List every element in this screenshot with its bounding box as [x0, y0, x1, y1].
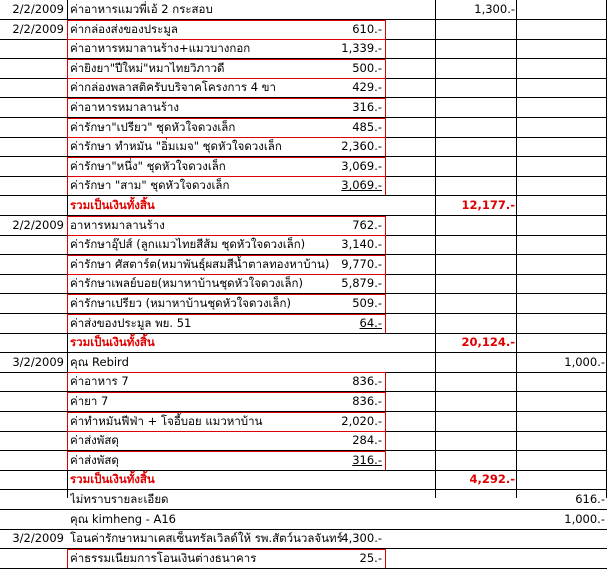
table-row — [0, 20, 607, 39]
date-cell[interactable] — [0, 372, 64, 391]
date-cell[interactable] — [0, 549, 64, 568]
date-cell[interactable] — [0, 510, 64, 529]
total-cell[interactable] — [436, 510, 515, 529]
description-cell[interactable]: ค่ายา 7 — [70, 394, 109, 408]
income-cell[interactable]: 1,000.- — [564, 512, 605, 526]
description-cell[interactable]: ค่ากล่องพลาสติครับบริจาคโครงการ 4 ขา — [70, 80, 276, 94]
table-row — [0, 353, 607, 372]
description-cell[interactable]: ค่ารักษาเปรียว (หมาหาบ้านชุดหัวใจดวงเล็ก) — [70, 296, 291, 310]
date-cell[interactable] — [0, 157, 64, 176]
amount-cell[interactable]: 4,300.- — [341, 531, 382, 545]
date-cell[interactable] — [0, 451, 64, 470]
amount-cell[interactable]: 429.- — [352, 80, 382, 94]
table-row — [0, 0, 607, 19]
table-row — [0, 372, 607, 391]
description-cell[interactable]: ค่าส่งของประมูล พย. 51 — [70, 316, 192, 330]
date-cell[interactable] — [0, 294, 64, 313]
income-cell[interactable] — [517, 392, 605, 411]
income-cell[interactable] — [517, 0, 605, 19]
total-cell[interactable]: 20,124.- — [461, 335, 515, 349]
amount-cell[interactable] — [300, 333, 382, 352]
date-cell[interactable]: 3/2/2009 — [12, 531, 64, 545]
date-cell[interactable]: 2/2/2009 — [12, 2, 64, 16]
table-row — [0, 510, 607, 529]
table-row — [0, 412, 607, 431]
table-row — [0, 98, 607, 117]
total-cell[interactable] — [436, 314, 515, 333]
amount-cell[interactable]: 316.- — [352, 100, 382, 114]
table-row — [0, 176, 607, 195]
date-cell[interactable]: 2/2/2009 — [12, 218, 64, 232]
total-cell[interactable] — [436, 235, 515, 254]
table-row — [0, 255, 607, 274]
date-cell[interactable]: 2/2/2009 — [12, 22, 64, 36]
table-row — [0, 78, 607, 97]
table-row — [0, 451, 607, 470]
description-cell[interactable]: ค่ารักษาอุ๊ปส์ (ลูกแมวไทยสีส้ม ชุดหัวใจดวงเล็ก) — [70, 237, 306, 251]
income-cell[interactable] — [517, 314, 605, 333]
table-row — [0, 490, 607, 509]
income-cell[interactable] — [517, 549, 605, 568]
total-cell[interactable] — [436, 255, 515, 274]
date-cell[interactable] — [0, 39, 64, 58]
table-row — [0, 529, 607, 548]
amount-cell[interactable]: 5,879.- — [341, 276, 382, 290]
income-cell[interactable] — [517, 333, 605, 352]
income-cell[interactable] — [517, 294, 605, 313]
description-cell[interactable]: ไม่ทราบรายละเอียด — [70, 492, 169, 506]
description-cell[interactable]: ค่ารักษา ศัสตาร์ต(หมาพันธุ์ผสมสีน้ำตาลทองหาบ้าน) — [70, 257, 330, 271]
income-cell[interactable] — [517, 137, 605, 156]
description-cell[interactable]: ค่าส่งพัสดุ — [70, 453, 119, 467]
income-cell[interactable] — [517, 529, 605, 548]
date-cell[interactable] — [0, 59, 64, 78]
date-cell[interactable] — [0, 78, 64, 97]
income-cell[interactable] — [517, 255, 605, 274]
amount-cell[interactable]: 836.- — [352, 374, 382, 388]
total-cell[interactable]: 4,292.- — [469, 472, 515, 486]
table-row — [0, 118, 607, 137]
amount-cell[interactable]: 9,770.- — [341, 257, 382, 271]
total-row — [0, 196, 607, 215]
amount-cell[interactable]: 836.- — [352, 394, 382, 408]
income-cell[interactable] — [517, 157, 605, 176]
description-cell[interactable]: โอนค่ารักษาหมาเคสเซ็นทรัลเวิลด์ให้ รพ.สัตว์นวลจันทร์ — [70, 531, 343, 545]
amount-cell[interactable]: 64.- — [359, 316, 382, 330]
total-cell[interactable] — [436, 118, 515, 137]
date-cell[interactable] — [0, 137, 64, 156]
date-cell[interactable] — [0, 490, 64, 509]
income-cell[interactable] — [517, 196, 605, 215]
total-cell[interactable]: 1,300.- — [474, 2, 515, 16]
income-cell[interactable] — [517, 78, 605, 97]
total-cell[interactable] — [436, 372, 515, 391]
amount-cell[interactable] — [300, 490, 382, 509]
amount-cell[interactable] — [300, 353, 382, 372]
amount-cell[interactable]: 762.- — [352, 218, 382, 232]
income-cell[interactable] — [517, 451, 605, 470]
income-cell[interactable] — [517, 216, 605, 235]
description-cell[interactable]: ค่าอาหารหมาลานร้าง — [70, 100, 179, 114]
table-row — [0, 39, 607, 58]
amount-cell[interactable]: 485.- — [352, 120, 382, 134]
table-row — [0, 59, 607, 78]
date-cell[interactable] — [0, 470, 64, 489]
total-cell[interactable] — [436, 294, 515, 313]
income-cell[interactable]: 1,000.- — [564, 355, 605, 369]
description-cell[interactable]: ค่าอาหารแมวพี่เอ้ 2 กระสอบ — [70, 2, 213, 16]
date-cell[interactable] — [0, 274, 64, 293]
date-cell[interactable] — [0, 176, 64, 195]
total-cell[interactable] — [436, 20, 515, 39]
table-row — [0, 294, 607, 313]
table-row — [0, 431, 607, 450]
income-cell[interactable] — [517, 59, 605, 78]
total-cell[interactable] — [436, 451, 515, 470]
amount-cell[interactable]: 509.- — [352, 296, 382, 310]
date-cell[interactable] — [0, 196, 64, 215]
date-cell[interactable] — [0, 412, 64, 431]
amount-cell[interactable]: 284.- — [352, 433, 382, 447]
total-cell[interactable] — [436, 216, 515, 235]
income-cell[interactable] — [517, 39, 605, 58]
total-cell[interactable] — [436, 59, 515, 78]
date-cell[interactable] — [0, 431, 64, 450]
total-cell[interactable] — [436, 353, 515, 372]
table-row — [0, 137, 607, 156]
total-cell[interactable] — [436, 176, 515, 195]
description-cell[interactable]: ค่ารักษา "สาม" ชุดหัวใจดวงเล็ก — [70, 178, 230, 192]
total-row — [0, 333, 607, 352]
amount-cell[interactable]: 610.- — [352, 22, 382, 36]
table-row — [0, 314, 607, 333]
table-row — [0, 392, 607, 411]
table-row — [0, 216, 607, 235]
total-cell[interactable] — [436, 157, 515, 176]
amount-cell[interactable] — [300, 196, 382, 215]
table-row — [0, 549, 607, 568]
date-cell[interactable] — [0, 118, 64, 137]
total-row — [0, 470, 607, 489]
description-cell[interactable]: ค่าอาหารหมาลานร้าง+แมวบางกอก — [70, 41, 251, 55]
total-cell[interactable] — [436, 529, 515, 548]
description-cell[interactable]: ค่ารักษา"หนึ่ง" ชุดหัวใจดวงเล็ก — [70, 159, 226, 173]
total-cell[interactable] — [436, 412, 515, 431]
date-cell[interactable] — [0, 98, 64, 117]
description-cell[interactable]: ค่ารักษา"เปรียว" ชุดหัวใจดวงเล็ก — [70, 120, 236, 134]
description-cell[interactable]: ค่ารักษา ทำหมัน "อิ่มเมจ" ชุดหัวใจดวงเล็ก — [70, 139, 282, 153]
amount-cell[interactable]: 3,140.- — [341, 237, 382, 251]
date-cell[interactable] — [0, 392, 64, 411]
description-cell[interactable]: ค่าอาหาร 7 — [70, 374, 129, 388]
table-row — [0, 235, 607, 254]
description-cell[interactable]: ค่าส่งพัสดุ — [70, 433, 119, 447]
description-cell[interactable]: คุณ kimheng - A16 — [70, 512, 176, 526]
date-cell[interactable] — [0, 235, 64, 254]
total-cell[interactable] — [436, 549, 515, 568]
description-cell[interactable]: ค่ากล่องส่งของประมูล — [70, 22, 178, 36]
description-cell[interactable]: รวมเป็นเงินทั้งสิ้น — [70, 335, 155, 349]
description-cell[interactable]: ค่ายิงยา"ปีใหม่"หมาไทยวิภาวดี — [70, 61, 225, 75]
description-cell[interactable]: ค่ารักษาเพลย์บอย(หมาหาบ้านชุดหัวใจดวงเล็ก) — [70, 276, 303, 290]
amount-cell[interactable]: 3,069.- — [341, 178, 382, 192]
description-cell[interactable]: รวมเป็นเงินทั้งสิ้น — [70, 472, 155, 486]
amount-cell[interactable]: 316.- — [352, 453, 382, 467]
total-cell[interactable] — [436, 490, 515, 509]
amount-cell[interactable]: 3,069.- — [341, 159, 382, 173]
income-cell[interactable] — [517, 274, 605, 293]
description-cell[interactable]: คุณ Rebird — [70, 355, 129, 369]
date-cell[interactable] — [0, 255, 64, 274]
amount-cell[interactable]: 2,020.- — [341, 414, 382, 428]
income-cell[interactable] — [517, 176, 605, 195]
amount-cell[interactable]: 25.- — [359, 551, 382, 565]
total-cell[interactable] — [436, 431, 515, 450]
amount-cell[interactable]: 2,360.- — [341, 139, 382, 153]
amount-cell[interactable] — [300, 510, 382, 529]
amount-cell[interactable]: 1,339.- — [341, 41, 382, 55]
total-cell[interactable] — [436, 137, 515, 156]
total-cell[interactable] — [436, 98, 515, 117]
description-cell[interactable]: อาหารหมาลานร้าง — [70, 218, 165, 232]
date-cell[interactable]: 3/2/2009 — [12, 355, 64, 369]
table-row — [0, 157, 607, 176]
description-cell[interactable]: ค่าธรรมเนียมการโอนเงินต่างธนาคาร — [70, 551, 257, 565]
date-cell[interactable] — [0, 333, 64, 352]
amount-cell[interactable]: 500.- — [352, 61, 382, 75]
table-row — [0, 274, 607, 293]
amount-cell[interactable] — [300, 0, 382, 19]
income-cell[interactable] — [517, 412, 605, 431]
total-cell[interactable] — [436, 78, 515, 97]
description-cell[interactable]: รวมเป็นเงินทั้งสิ้น — [70, 198, 155, 212]
description-cell[interactable]: ค่าทำหมันฟีฟ่า + โจอี้บอย แมวหาบ้าน — [70, 414, 263, 428]
income-cell[interactable] — [517, 98, 605, 117]
income-cell[interactable] — [517, 20, 605, 39]
income-cell[interactable] — [517, 118, 605, 137]
date-cell[interactable] — [0, 314, 64, 333]
total-cell[interactable] — [436, 392, 515, 411]
amount-cell[interactable] — [300, 470, 382, 489]
income-cell[interactable]: 616.- — [575, 492, 605, 506]
income-cell[interactable] — [517, 235, 605, 254]
income-cell[interactable] — [517, 372, 605, 391]
total-cell[interactable] — [436, 39, 515, 58]
income-cell[interactable] — [517, 470, 605, 489]
total-cell[interactable]: 12,177.- — [461, 198, 515, 212]
total-cell[interactable] — [436, 274, 515, 293]
income-cell[interactable] — [517, 431, 605, 450]
